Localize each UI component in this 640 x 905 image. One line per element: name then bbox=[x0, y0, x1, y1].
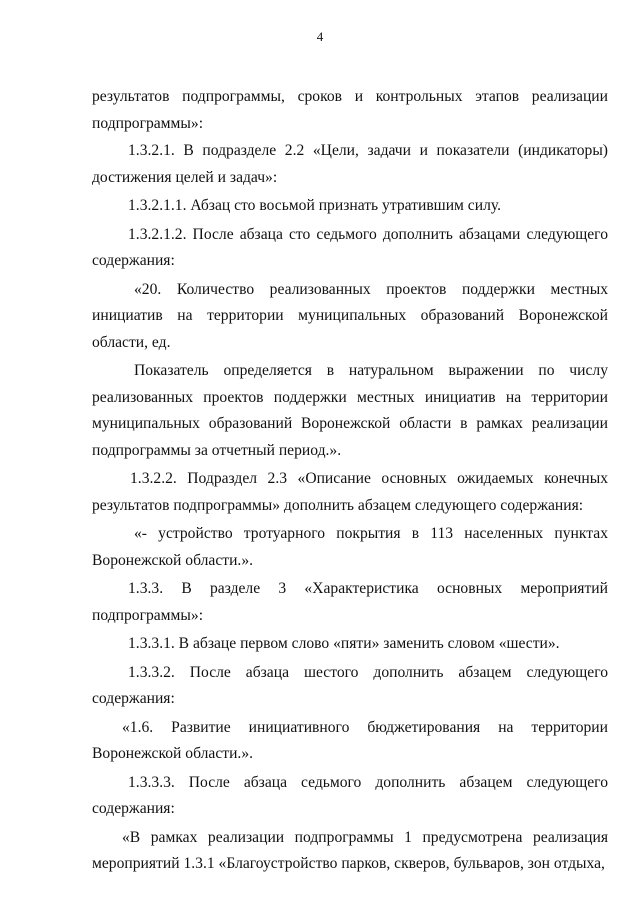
paragraph: 1.3.2.1.1. Абзац сто восьмой признать утратившим силу. bbox=[128, 197, 501, 214]
paragraph: 1.3.2.2. Подраздел 2.3 «Описание основных ожидаемых конечных результатов подпрограммы» дополнить абзацем следующего содержания: bbox=[92, 470, 608, 514]
paragraph: 1.3.2.1. В подразделе 2.2 «Цели, задачи и показатели (индикаторы) достижения целей и задач»: bbox=[92, 142, 608, 186]
page-number: 4 bbox=[316, 29, 324, 44]
document-body bbox=[92, 84, 608, 878]
paragraph: «1.6. Развитие инициативного бюджетирования на территории Воронежской области.». bbox=[92, 718, 608, 762]
paragraph: 1.3.2.1.2. После абзаца сто седьмого дополнить абзацами следующего содержания: bbox=[92, 225, 608, 269]
paragraph: «- устройство тротуарного покрытия в 113 населенных пунктах Воронежской области.». bbox=[92, 525, 608, 569]
paragraph: «20. Количество реализованных проектов поддержки местных инициатив на территории муниципальных образований Воронежской области, ед. bbox=[92, 280, 608, 351]
paragraph: результатов подпрограммы, сроков и контрольных этапов реализации подпрограммы»: bbox=[92, 88, 608, 132]
paragraph: 1.3.3.2. После абзаца шестого дополнить абзацем следующего содержания: bbox=[92, 663, 608, 707]
paragraph: 1.3.3.1. В абзаце первом слово «пяти» заменить словом «шести». bbox=[128, 635, 560, 652]
paragraph: 1.3.3.3. После абзаца седьмого дополнить абзацем следующего содержания: bbox=[92, 773, 608, 817]
paragraph: «В рамках реализации подпрограммы 1 предусмотрена реализация мероприятий 1.3.1 «Благоустройство парков, скверов, бульваров, зон отдыха, bbox=[92, 828, 608, 872]
paragraph: 1.3.3. В разделе 3 «Характеристика основных мероприятий подпрограммы»: bbox=[92, 580, 608, 624]
paragraph: Показатель определяется в натуральном выражении по числу реализованных проектов поддержки местных инициатив на территории муниципальных образований Воронежской области в рамках реализации подпрограммы за отчетный период.». bbox=[92, 362, 608, 459]
